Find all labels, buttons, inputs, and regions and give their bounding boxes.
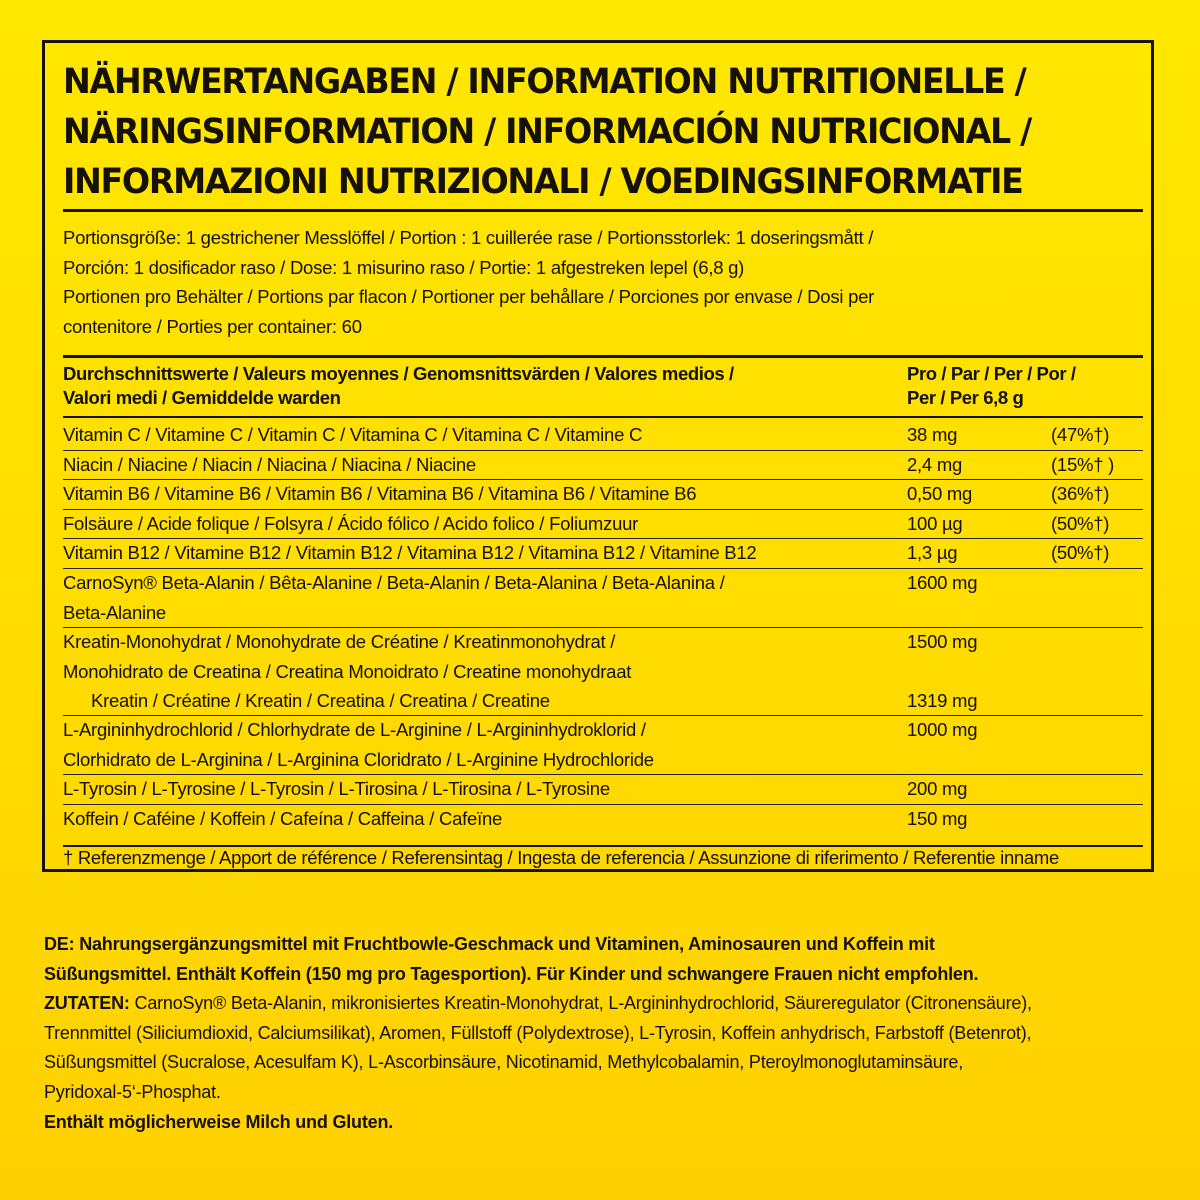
table-header-nutrient bbox=[63, 362, 843, 410]
header-divider bbox=[63, 416, 1143, 418]
ingredients-line: Trennmittel (Siliciumdioxid, Calciumsilikat), Aromen, Füllstoff (Polydextrose), L-Tyrosin, Koffein anhydrisch, Farbstoff (Betenrot), bbox=[44, 1022, 1032, 1043]
header-line: Valori medi / Gemiddelde warden bbox=[63, 387, 341, 408]
nutrition-label bbox=[42, 40, 1154, 872]
nutrient-name-line: Kreatin-Monohydrat / Monohydrate de Créatine / Kreatinmonohydrat / bbox=[63, 631, 616, 652]
serving-info bbox=[63, 223, 1139, 341]
header-line: Per / Per 6,8 g bbox=[907, 387, 1024, 408]
header-line: Durchschnittswerte / Valeurs moyennes / Genomsnittsvärden / Valores medios / bbox=[63, 363, 734, 384]
ingredients-line: Süßungsmittel (Sucralose, Acesulfam K), L-Ascorbinsäure, Nicotinamid, Methylcobalamin, Pteroylmonoglutaminsäure, bbox=[44, 1052, 964, 1073]
ingredients-text: CarnoSyn® Beta-Alanin, mikronisiertes Kreatin-Monohydrat, L-Argininhydrochlorid, Säureregulator (Citronensäure), bbox=[129, 993, 1032, 1014]
nutrient-name bbox=[63, 568, 893, 627]
nutrient-name: Vitamin B12 / Vitamine B12 / Vitamin B12 / Vitamina B12 / Vitamina B12 / Vitamine B12 bbox=[63, 542, 757, 563]
title-divider bbox=[63, 209, 1143, 212]
nutrient-name-line: Beta-Alanine bbox=[63, 601, 166, 623]
nutrient-amount: 0,50 mg bbox=[907, 483, 973, 504]
nutrient-name: Kreatin / Créatine / Kreatin / Creatina / Creatina / Creatine bbox=[91, 690, 550, 711]
description-line bbox=[44, 960, 1154, 990]
nutrient-name: Niacin / Niacine / Niacin / Niacina / Niacina / Niacine bbox=[63, 454, 476, 475]
nutrient-name: Koffein / Caféine / Koffein / Cafeína / Caffeina / Cafeïne bbox=[63, 808, 503, 829]
allergen-line bbox=[44, 1108, 1154, 1138]
serving-divider bbox=[63, 355, 1143, 358]
ingredients-line bbox=[44, 989, 1154, 1019]
serving-line: Portionsgröße: 1 gestrichener Messlöffel / Portion : 1 cuillerée rase / Portionsstorlek: 1 doseringsmått / bbox=[63, 227, 874, 248]
nutrient-amount: 2,4 mg bbox=[907, 454, 963, 475]
nutrient-name: Vitamin C / Vitamine C / Vitamin C / Vitamina C / Vitamina C / Vitamine C bbox=[63, 424, 643, 445]
nutrient-amount: 1,3 µg bbox=[907, 542, 958, 563]
nutrient-name-line: L-Argininhydrochlorid / Chlorhydrate de L-Arginine / L-Argininhydroklorid / bbox=[63, 719, 646, 740]
nutrient-reference-percent: (50%†) bbox=[1051, 513, 1110, 534]
nutrient-amount: 1319 mg bbox=[907, 690, 978, 711]
nutrient-reference-percent: (50%†) bbox=[1051, 542, 1110, 563]
nutrient-amount: 1600 mg bbox=[907, 572, 978, 593]
title-line: NÄHRWERTANGABEN / INFORMATION NUTRITIONELLE / bbox=[63, 62, 1026, 102]
nutrient-reference-percent: (36%†) bbox=[1051, 483, 1110, 504]
nutrient-name bbox=[63, 715, 893, 774]
nutrient-amount: 100 µg bbox=[907, 513, 963, 534]
nutrient-name bbox=[63, 627, 893, 686]
description-bold-text: DE: Nahrungsergänzungsmittel mit Fruchtbowle-Geschmack und Vitaminen, Aminosauren und Koffein mit bbox=[44, 934, 935, 954]
product-description bbox=[44, 930, 1154, 1137]
nutrient-reference-percent: (15%† ) bbox=[1051, 454, 1115, 475]
nutrition-title bbox=[63, 57, 1085, 207]
serving-line: Porción: 1 dosificador raso / Dose: 1 misurino raso / Portie: 1 afgestreken lepel (6,8 g) bbox=[63, 256, 745, 278]
nutrient-name: Folsäure / Acide folique / Folsyra / Ácido fólico / Acido folico / Foliumzuur bbox=[63, 513, 639, 534]
ingredients-line: Pyridoxal-5‘-Phosphat. bbox=[44, 1081, 221, 1102]
title-line: NÄRINGSINFORMATION / INFORMACIÓN NUTRICIONAL / bbox=[63, 112, 1031, 152]
nutrient-name: L-Tyrosin / L-Tyrosine / L-Tyrosin / L-Tirosina / L-Tirosina / L-Tyrosine bbox=[63, 778, 610, 799]
nutrient-amount: 1000 mg bbox=[907, 719, 978, 740]
description-bold-text: Süßungsmittel. Enthält Koffein (150 mg pro Tagesportion). Für Kinder und schwangere Frauen nicht empfohlen. bbox=[44, 963, 979, 984]
title-line: INFORMAZIONI NUTRIZIONALI / VOEDINGSINFORMATIE bbox=[63, 162, 1023, 202]
nutrient-amount: 200 mg bbox=[907, 778, 968, 799]
nutrient-name-line: Clorhidrato de L-Arginina / L-Arginina Cloridrato / L-Arginine Hydrochloride bbox=[63, 748, 654, 770]
nutrient-amount: 150 mg bbox=[907, 808, 968, 829]
table-header-per-serving bbox=[907, 362, 1127, 410]
nutrient-name-line: Monohidrato de Creatina / Creatina Monoidrato / Creatine monohydraat bbox=[63, 660, 632, 682]
serving-line: Portionen pro Behälter / Portions par flacon / Portioner per behållare / Porciones por envase / Dosi per bbox=[63, 286, 875, 307]
header-line: Pro / Par / Per / Por / bbox=[907, 363, 1076, 384]
nutrient-name: Vitamin B6 / Vitamine B6 / Vitamin B6 / Vitamina B6 / Vitamina B6 / Vitamine B6 bbox=[63, 483, 697, 504]
nutrient-amount: 38 mg bbox=[907, 424, 958, 445]
ingredients-label: ZUTATEN: bbox=[44, 993, 130, 1014]
serving-line: contenitore / Porties per container: 60 bbox=[63, 315, 362, 337]
allergen-note: Enthält möglicherweise Milch und Gluten. bbox=[44, 1111, 394, 1132]
nutrient-amount: 1500 mg bbox=[907, 631, 978, 652]
nutrient-reference-percent: (47%†) bbox=[1051, 424, 1110, 445]
nutrient-name-line: CarnoSyn® Beta-Alanin / Bêta-Alanine / Beta-Alanin / Beta-Alanina / Beta-Alanina / bbox=[63, 572, 725, 593]
description-line bbox=[44, 930, 1154, 960]
reference-footnote: † Referenzmenge / Apport de référence / Referensintag / Ingesta de referencia / Assunzione di riferimento / Referentie inname bbox=[63, 847, 1060, 868]
